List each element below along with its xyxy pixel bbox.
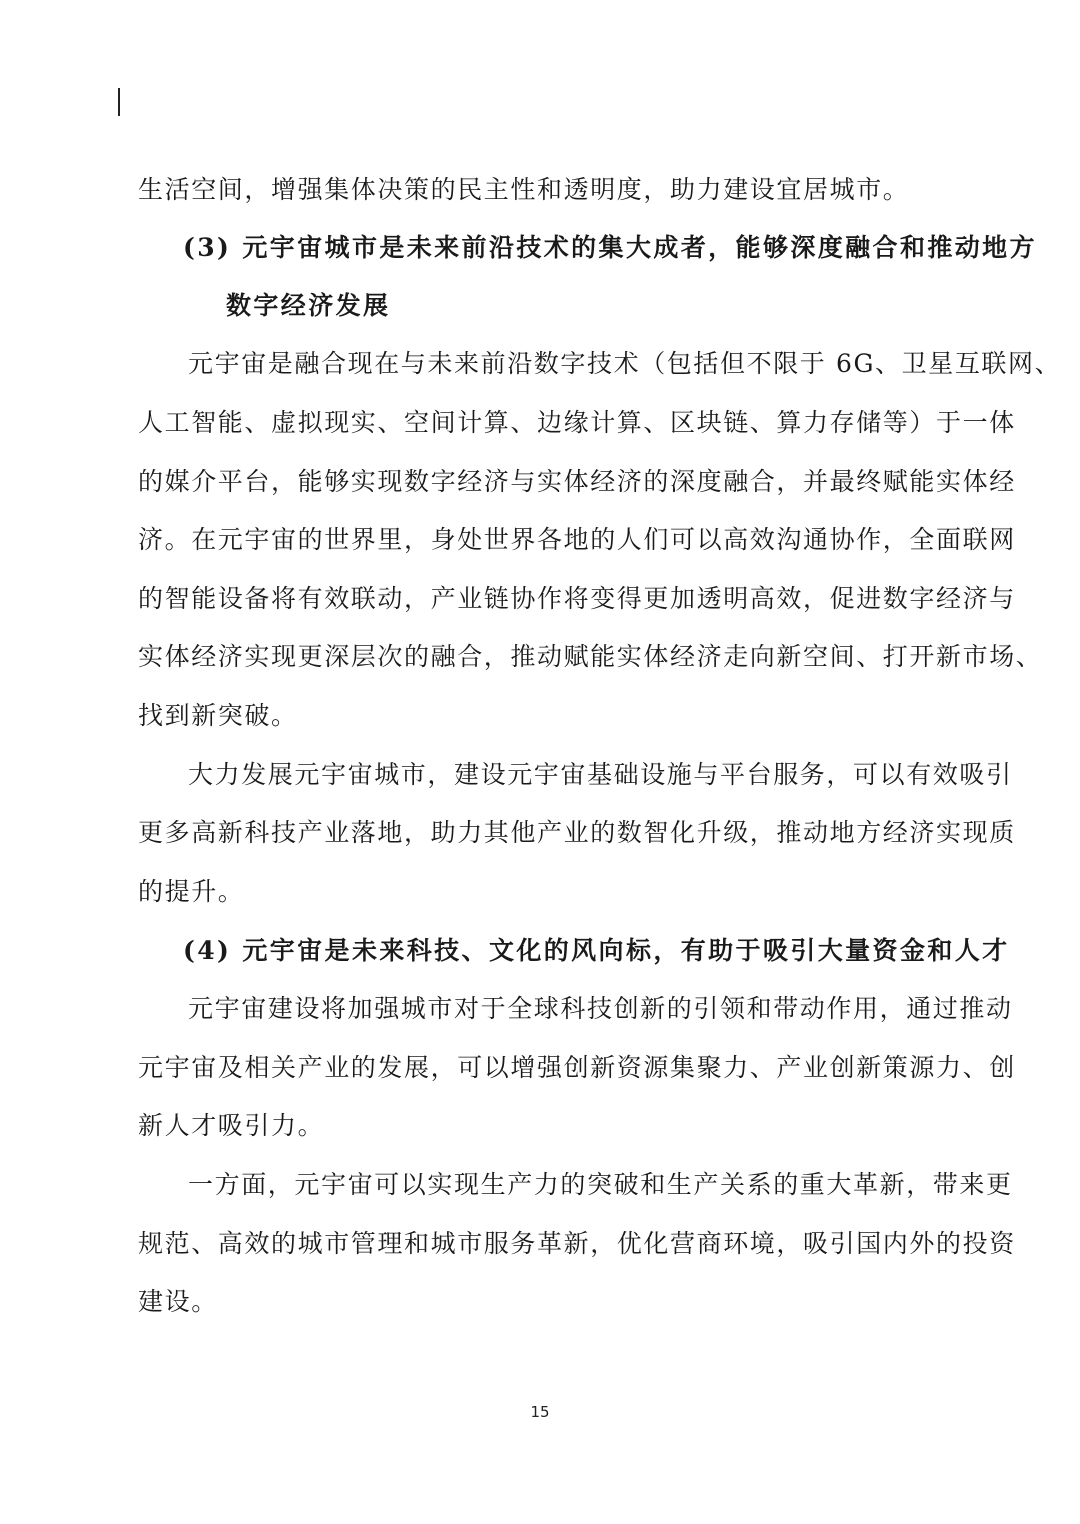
paragraph-line: 元宇宙建设将加强城市对于全球科技创新的引领和带动作用，通过推动	[188, 994, 1013, 1023]
paragraph-line: 新人才吸引力。	[138, 1111, 325, 1140]
section-heading-3: (3) 元宇宙城市是未来前沿技术的集大成者，能够深度融合和推动地方	[183, 233, 1037, 262]
paragraph-line: 更多高新科技产业落地，助力其他产业的数智化升级，推动地方经济实现质	[138, 818, 1016, 847]
text-line: 生活空间，增强集体决策的民主性和透明度，助力建设宜居城市。	[138, 175, 910, 204]
paragraph-line: 元宇宙及相关产业的发展，可以增强创新资源集聚力、产业创新策源力、创	[138, 1053, 1016, 1082]
paragraph-line: 人工智能、虚拟现实、空间计算、边缘计算、区块链、算力存储等）于一体	[138, 408, 1016, 437]
section-heading-3-continued: 数字经济发展	[226, 291, 391, 320]
paragraph-line: 的媒介平台，能够实现数字经济与实体经济的深度融合，并最终赋能实体经	[138, 467, 1016, 496]
paragraph-line: 一方面，元宇宙可以实现生产力的突破和生产关系的重大革新，带来更	[188, 1170, 1013, 1199]
paragraph-line: 的提升。	[138, 877, 245, 906]
paragraph-line: 大力发展元宇宙城市，建设元宇宙基础设施与平台服务，可以有效吸引	[188, 760, 1013, 789]
paragraph-line: 济。在元宇宙的世界里，身处世界各地的人们可以高效沟通协作，全面联网	[138, 525, 1016, 554]
section-heading-4: (4) 元宇宙是未来科技、文化的风向标，有助于吸引大量资金和人才	[183, 936, 1010, 965]
paragraph-line: 的智能设备将有效联动，产业链协作将变得更加透明高效，促进数字经济与	[138, 584, 1016, 613]
paragraph-line: 找到新突破。	[138, 701, 298, 730]
page-number: 15	[530, 1403, 550, 1421]
paragraph-line: 实体经济实现更深层次的融合，推动赋能实体经济走向新空间、打开新市场、	[138, 642, 1043, 671]
paragraph-line: 建设。	[138, 1287, 218, 1316]
margin-marker	[118, 88, 120, 116]
paragraph-line: 规范、高效的城市管理和城市服务革新，优化营商环境，吸引国内外的投资	[138, 1229, 1016, 1258]
paragraph-line: 元宇宙是融合现在与未来前沿数字技术（包括但不限于 6G、卫星互联网、	[188, 349, 1062, 378]
